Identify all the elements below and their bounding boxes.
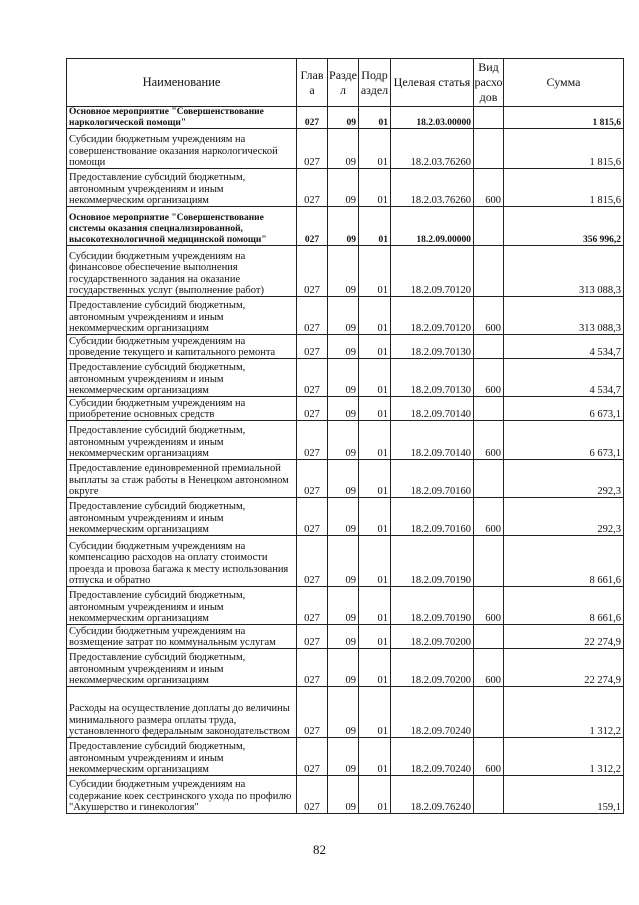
- row-target: 18.2.09.70200: [391, 649, 474, 687]
- row-section: 09: [328, 587, 359, 625]
- header-row: [67, 59, 624, 107]
- row-chapter: 027: [297, 169, 328, 207]
- table-row: [67, 536, 624, 587]
- header-subsection: Подр аздел: [359, 59, 391, 107]
- row-name: Предоставление субсидий бюджетным, автономным учреждениям и иным некоммерческим организациям: [67, 738, 297, 776]
- row-chapter: 027: [297, 107, 328, 129]
- row-sum: 1 815,6: [504, 169, 624, 207]
- row-name: Предоставление субсидий бюджетным, автономным учреждениям и иным некоммерческим организациям: [67, 359, 297, 397]
- row-name: Субсидии бюджетным учреждениям на приобретение основных средств: [67, 397, 297, 421]
- row-type: [474, 207, 504, 246]
- row-target: 18.2.09.70130: [391, 335, 474, 359]
- row-sum: 356 996,2: [504, 207, 624, 246]
- header-section: Разде л: [328, 59, 359, 107]
- row-type: [474, 687, 504, 738]
- row-section: 09: [328, 169, 359, 207]
- table-row: [67, 460, 624, 498]
- row-sum: 1 815,6: [504, 129, 624, 169]
- row-name: Предоставление субсидий бюджетным, автономным учреждениям и иным некоммерческим организациям: [67, 297, 297, 335]
- row-target: 18.2.09.00000: [391, 207, 474, 246]
- row-name: Предоставление субсидий бюджетным, автономным учреждениям и иным некоммерческим организациям: [67, 498, 297, 536]
- row-target: 18.2.09.70240: [391, 738, 474, 776]
- header-type: Вид расхо дов: [474, 59, 504, 107]
- row-subsection: 01: [359, 246, 391, 297]
- row-target: 18.2.09.70190: [391, 587, 474, 625]
- row-sum: 292,3: [504, 498, 624, 536]
- row-subsection: 01: [359, 738, 391, 776]
- row-name: Предоставление единовременной премиальной выплаты за стаж работы в Ненецком автономном округе: [67, 460, 297, 498]
- row-type: 600: [474, 498, 504, 536]
- table-row: [67, 587, 624, 625]
- row-subsection: 01: [359, 335, 391, 359]
- row-target: 18.2.09.70120: [391, 246, 474, 297]
- table-body: [67, 107, 624, 814]
- row-sum: 8 661,6: [504, 536, 624, 587]
- row-chapter: 027: [297, 460, 328, 498]
- table-row: [67, 207, 624, 246]
- table-row: [67, 687, 624, 738]
- row-section: 09: [328, 776, 359, 814]
- row-sum: 22 274,9: [504, 625, 624, 649]
- table-row: [67, 738, 624, 776]
- row-chapter: 027: [297, 625, 328, 649]
- row-type: 600: [474, 297, 504, 335]
- table-row: [67, 335, 624, 359]
- row-type: [474, 776, 504, 814]
- row-sum: 313 088,3: [504, 297, 624, 335]
- row-section: 09: [328, 207, 359, 246]
- row-section: 09: [328, 359, 359, 397]
- row-target: 18.2.03.76260: [391, 169, 474, 207]
- row-sum: 1 312,2: [504, 738, 624, 776]
- row-section: 09: [328, 246, 359, 297]
- row-sum: 8 661,6: [504, 587, 624, 625]
- row-subsection: 01: [359, 421, 391, 460]
- row-chapter: 027: [297, 359, 328, 397]
- row-chapter: 027: [297, 397, 328, 421]
- row-subsection: 01: [359, 460, 391, 498]
- row-sum: 159,1: [504, 776, 624, 814]
- table-row: [67, 776, 624, 814]
- row-chapter: 027: [297, 246, 328, 297]
- row-section: 09: [328, 335, 359, 359]
- table-row: [67, 498, 624, 536]
- row-name: Предоставление субсидий бюджетным, автономным учреждениям и иным некоммерческим организациям: [67, 421, 297, 460]
- table-row: [67, 107, 624, 129]
- table-row: [67, 397, 624, 421]
- row-target: 18.2.09.70160: [391, 460, 474, 498]
- row-chapter: 027: [297, 498, 328, 536]
- row-target: 18.2.09.70200: [391, 625, 474, 649]
- row-chapter: 027: [297, 536, 328, 587]
- page-number: 82: [313, 842, 326, 857]
- row-section: 09: [328, 297, 359, 335]
- row-section: 09: [328, 460, 359, 498]
- row-name: Предоставление субсидий бюджетным, автономным учреждениям и иным некоммерческим организациям: [67, 649, 297, 687]
- row-subsection: 01: [359, 776, 391, 814]
- row-name: Субсидии бюджетным учреждениям на компенсацию расходов на оплату стоимости проезда и провоза багажа к месту использования отпуска и обратно: [67, 536, 297, 587]
- row-section: 09: [328, 498, 359, 536]
- row-type: [474, 246, 504, 297]
- row-section: 09: [328, 421, 359, 460]
- row-section: 09: [328, 397, 359, 421]
- row-subsection: 01: [359, 587, 391, 625]
- row-target: 18.2.09.70120: [391, 297, 474, 335]
- row-name: Субсидии бюджетным учреждениям на содержание коек сестринского ухода по профилю "Акушерство и гинекология": [67, 776, 297, 814]
- row-subsection: 01: [359, 687, 391, 738]
- header-chapter: Глав а: [297, 59, 328, 107]
- row-section: 09: [328, 107, 359, 129]
- row-chapter: 027: [297, 649, 328, 687]
- row-type: [474, 107, 504, 129]
- row-name: Субсидии бюджетным учреждениям на финансовое обеспечение выполнения государственного задания на оказание государственных услуг (выполнение работ): [67, 246, 297, 297]
- row-name: Основное мероприятие "Совершенствование наркологической помощи": [67, 107, 297, 129]
- row-sum: 4 534,7: [504, 359, 624, 397]
- row-type: 600: [474, 169, 504, 207]
- row-section: 09: [328, 738, 359, 776]
- table-row: [67, 297, 624, 335]
- row-section: 09: [328, 649, 359, 687]
- row-sum: 1 815,6: [504, 107, 624, 129]
- row-type: [474, 460, 504, 498]
- row-type: [474, 335, 504, 359]
- row-sum: 4 534,7: [504, 335, 624, 359]
- row-target: 18.2.09.70130: [391, 359, 474, 397]
- row-chapter: 027: [297, 207, 328, 246]
- row-target: 18.2.03.76260: [391, 129, 474, 169]
- table-row: [67, 246, 624, 297]
- row-target: 18.2.09.70240: [391, 687, 474, 738]
- row-type: [474, 129, 504, 169]
- row-type: 600: [474, 421, 504, 460]
- row-target: 18.2.09.76240: [391, 776, 474, 814]
- row-subsection: 01: [359, 397, 391, 421]
- row-subsection: 01: [359, 536, 391, 587]
- table-row: [67, 129, 624, 169]
- row-target: 18.2.09.70140: [391, 397, 474, 421]
- row-type: [474, 536, 504, 587]
- row-type: 600: [474, 359, 504, 397]
- row-name: Субсидии бюджетным учреждениям на возмещение затрат по коммунальным услугам: [67, 625, 297, 649]
- row-subsection: 01: [359, 107, 391, 129]
- row-target: 18.2.09.70190: [391, 536, 474, 587]
- row-target: 18.2.03.00000: [391, 107, 474, 129]
- row-chapter: 027: [297, 421, 328, 460]
- row-chapter: 027: [297, 738, 328, 776]
- row-target: 18.2.09.70140: [391, 421, 474, 460]
- row-name: Предоставление субсидий бюджетным, автономным учреждениям и иным некоммерческим организациям: [67, 169, 297, 207]
- header-target: Целевая статья: [391, 59, 474, 107]
- row-section: 09: [328, 625, 359, 649]
- row-sum: 6 673,1: [504, 397, 624, 421]
- table-row: [67, 421, 624, 460]
- table-row: [67, 359, 624, 397]
- row-type: [474, 397, 504, 421]
- row-chapter: 027: [297, 297, 328, 335]
- budget-table: [66, 58, 624, 814]
- row-chapter: 027: [297, 587, 328, 625]
- row-subsection: 01: [359, 625, 391, 649]
- row-subsection: 01: [359, 297, 391, 335]
- table-row: [67, 625, 624, 649]
- row-section: 09: [328, 536, 359, 587]
- row-sum: 22 274,9: [504, 649, 624, 687]
- row-chapter: 027: [297, 335, 328, 359]
- row-chapter: 027: [297, 687, 328, 738]
- row-type: 600: [474, 738, 504, 776]
- header-name: Наименование: [67, 59, 297, 107]
- row-section: 09: [328, 129, 359, 169]
- table-row: [67, 169, 624, 207]
- row-type: 600: [474, 587, 504, 625]
- row-subsection: 01: [359, 129, 391, 169]
- row-name: Основное мероприятие "Совершенствование системы оказания специализированной, высокотехнологичной медицинской помощи": [67, 207, 297, 246]
- row-chapter: 027: [297, 776, 328, 814]
- row-subsection: 01: [359, 207, 391, 246]
- row-chapter: 027: [297, 129, 328, 169]
- row-type: 600: [474, 649, 504, 687]
- row-name: Расходы на осуществление доплаты до величины минимального размера оплаты труда, установленного федеральным законодательством: [67, 687, 297, 738]
- row-sum: 1 312,2: [504, 687, 624, 738]
- header-sum: Сумма: [504, 59, 624, 107]
- row-name: Предоставление субсидий бюджетным, автономным учреждениям и иным некоммерческим организациям: [67, 587, 297, 625]
- row-sum: 313 088,3: [504, 246, 624, 297]
- row-sum: 292,3: [504, 460, 624, 498]
- row-name: Субсидии бюджетным учреждениям на совершенствование оказания наркологической помощи: [67, 129, 297, 169]
- row-target: 18.2.09.70160: [391, 498, 474, 536]
- row-subsection: 01: [359, 169, 391, 207]
- row-subsection: 01: [359, 359, 391, 397]
- row-name: Субсидии бюджетным учреждениям на проведение текущего и капитального ремонта: [67, 335, 297, 359]
- row-type: [474, 625, 504, 649]
- table-row: [67, 649, 624, 687]
- row-sum: 6 673,1: [504, 421, 624, 460]
- row-subsection: 01: [359, 649, 391, 687]
- row-section: 09: [328, 687, 359, 738]
- row-subsection: 01: [359, 498, 391, 536]
